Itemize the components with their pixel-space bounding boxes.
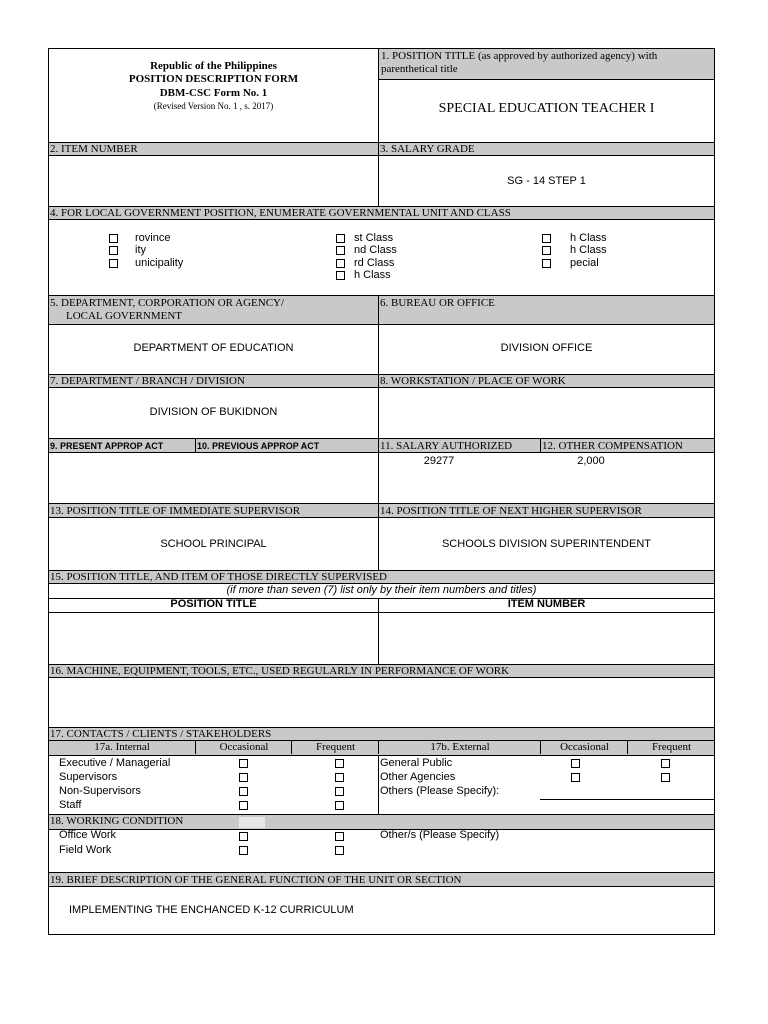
form-number: DBM-CSC Form No. 1 [159,87,268,99]
contact-general-public-label: General Public [380,757,453,769]
general-function-value: IMPLEMENTING THE ENCHANCED K-12 CURRICULUM [69,904,354,916]
sec11-header: 11. SALARY AUTHORIZED [378,438,540,453]
salary-grade-value: SG - 14 STEP 1 [507,175,586,187]
sec4-header: 4. FOR LOCAL GOVERNMENT POSITION, ENUMERATE GOVERNMENTAL UNIT AND CLASS [49,206,714,220]
others-specify-line [540,799,714,800]
sec17-subheader [49,741,714,756]
sec6-label: 6. BUREAU OR OFFICE [380,297,495,309]
sec1-label: 1. POSITION TITLE (as approved by authorized agency) with [381,50,658,62]
item-number-col-header: ITEM NUMBER [379,598,714,613]
sec1-header [379,49,714,80]
checkbox-2nd-class[interactable] [336,246,345,255]
supervisors-frequent-checkbox[interactable] [335,773,344,782]
lgu-special-label: pecial [570,257,599,269]
executive-frequent-checkbox[interactable] [335,759,344,768]
form-title: POSITION DESCRIPTION FORM [128,73,299,85]
sec15-note: (if more than seven (7) list only by their item numbers and titles) [49,584,714,599]
sec5-label: 5. DEPARTMENT, CORPORATION OR AGENCY/ [50,297,285,309]
office-work-label: Office Work [59,829,117,841]
sec2-header: 2. ITEM NUMBER [49,142,378,156]
sec5-header [49,295,378,325]
non-supervisors-occasional-checkbox[interactable] [239,787,248,796]
office-work-frequent-checkbox[interactable] [335,832,344,841]
checkbox-municipality[interactable] [109,259,118,268]
lgu-2nd-class-label: nd Class [354,244,397,256]
sec10-header: 10. PREVIOUS APPROP ACT [195,438,378,453]
immediate-supervisor-value: SCHOOL PRINCIPAL [160,538,267,550]
sec12-header: 12. OTHER COMPENSATION [540,438,714,453]
checkbox-special[interactable] [542,259,551,268]
checkbox-3rd-class[interactable] [336,259,345,268]
checkbox-5th-class[interactable] [542,234,551,243]
lgu-5th-class-label: h Class [570,232,607,244]
internal-header: 17a. Internal [94,741,150,753]
lgu-municipality-label: unicipality [135,257,184,269]
checkbox-city[interactable] [109,246,118,255]
sec15-header: 15. POSITION TITLE, AND ITEM OF THOSE DIRECTLY SUPERVISED [49,570,714,584]
non-supervisors-frequent-checkbox[interactable] [335,787,344,796]
sec17-header: 17. CONTACTS / CLIENTS / STAKEHOLDERS [49,727,714,741]
department-value: DEPARTMENT OF EDUCATION [133,342,294,354]
other-agencies-occasional-checkbox[interactable] [571,773,580,782]
sec8-header: 8. WORKSTATION / PLACE OF WORK [378,374,714,388]
sec18-header [49,814,714,830]
internal-occasional-header: Occasional [195,741,292,754]
checkbox-6th-class[interactable] [542,246,551,255]
office-work-occasional-checkbox[interactable] [239,832,248,841]
revised-version: (Revised Version No. 1 , s. 2017) [153,101,274,111]
field-work-frequent-checkbox[interactable] [335,846,344,855]
sec6-header [378,295,714,325]
checkbox-1st-class[interactable] [336,234,345,243]
lgu-province-label: rovince [135,232,171,244]
sec1-label-2: parenthetical title [381,63,458,75]
external-header: 17b. External [378,741,541,754]
sec18-right-band [267,815,714,828]
lgu-4th-class-label: h Class [354,269,391,281]
supervisors-occasional-checkbox[interactable] [239,773,248,782]
contact-others-label: Others (Please Specify): [380,785,500,797]
republic-text: Republic of the Philippines [150,60,277,72]
sec14-header: 14. POSITION TITLE OF NEXT HIGHER SUPERVISOR [378,503,714,518]
contact-staff-label: Staff [59,799,82,811]
contact-executive-label: Executive / Managerial [59,757,171,769]
bureau-value: DIVISION OFFICE [500,342,593,354]
lgu-1st-class-label: st Class [354,232,394,244]
salary-authorized-value: 29277 [423,455,455,467]
checkbox-4th-class[interactable] [336,271,345,280]
lgu-6th-class-label: h Class [570,244,607,256]
field-work-label: Field Work [59,844,112,856]
sec18-gap [239,817,265,828]
sec18-label: 18. WORKING CONDITION [50,815,184,827]
form-header [49,49,378,142]
executive-occasional-checkbox[interactable] [239,759,248,768]
contact-other-agencies-label: Other Agencies [380,771,456,783]
next-higher-supervisor-value: SCHOOLS DIVISION SUPERINTENDENT [441,538,652,550]
staff-frequent-checkbox[interactable] [335,801,344,810]
external-occasional-header: Occasional [540,741,628,754]
sec5-label-2: LOCAL GOVERNMENT [66,310,182,322]
sec16-header: 16. MACHINE, EQUIPMENT, TOOLS, ETC., USED REGULARLY IN PERFORMANCE OF WORK [49,664,714,678]
position-title-col-header: POSITION TITLE [49,598,378,613]
field-work-occasional-checkbox[interactable] [239,846,248,855]
internal-frequent-header: Frequent [291,741,379,754]
contact-non-supervisors-label: Non-Supervisors [59,785,141,797]
staff-occasional-checkbox[interactable] [239,801,248,810]
lgu-3rd-class-label: rd Class [354,257,395,269]
sec19-header: 19. BRIEF DESCRIPTION OF THE GENERAL FUNCTION OF THE UNIT OR SECTION [49,872,714,887]
sec3-header: 3. SALARY GRADE [378,142,714,156]
other-agencies-frequent-checkbox[interactable] [661,773,670,782]
other-conditions-label: Other/s (Please Specify) [380,829,500,841]
external-frequent-header: Frequent [627,741,715,754]
position-description-form [48,48,715,935]
sec9-header: 9. PRESENT APPROP ACT [49,438,195,453]
checkbox-province[interactable] [109,234,118,243]
general-public-occasional-checkbox[interactable] [571,759,580,768]
sec7-header: 7. DEPARTMENT / BRANCH / DIVISION [49,374,378,388]
lgu-city-label: ity [135,244,146,256]
general-public-frequent-checkbox[interactable] [661,759,670,768]
sec13-header: 13. POSITION TITLE OF IMMEDIATE SUPERVISOR [49,503,378,518]
position-title-value: SPECIAL EDUCATION TEACHER I [438,101,655,116]
division-value: DIVISION OF BUKIDNON [149,406,278,418]
other-compensation-value: 2,000 [577,455,605,467]
contact-supervisors-label: Supervisors [59,771,118,783]
